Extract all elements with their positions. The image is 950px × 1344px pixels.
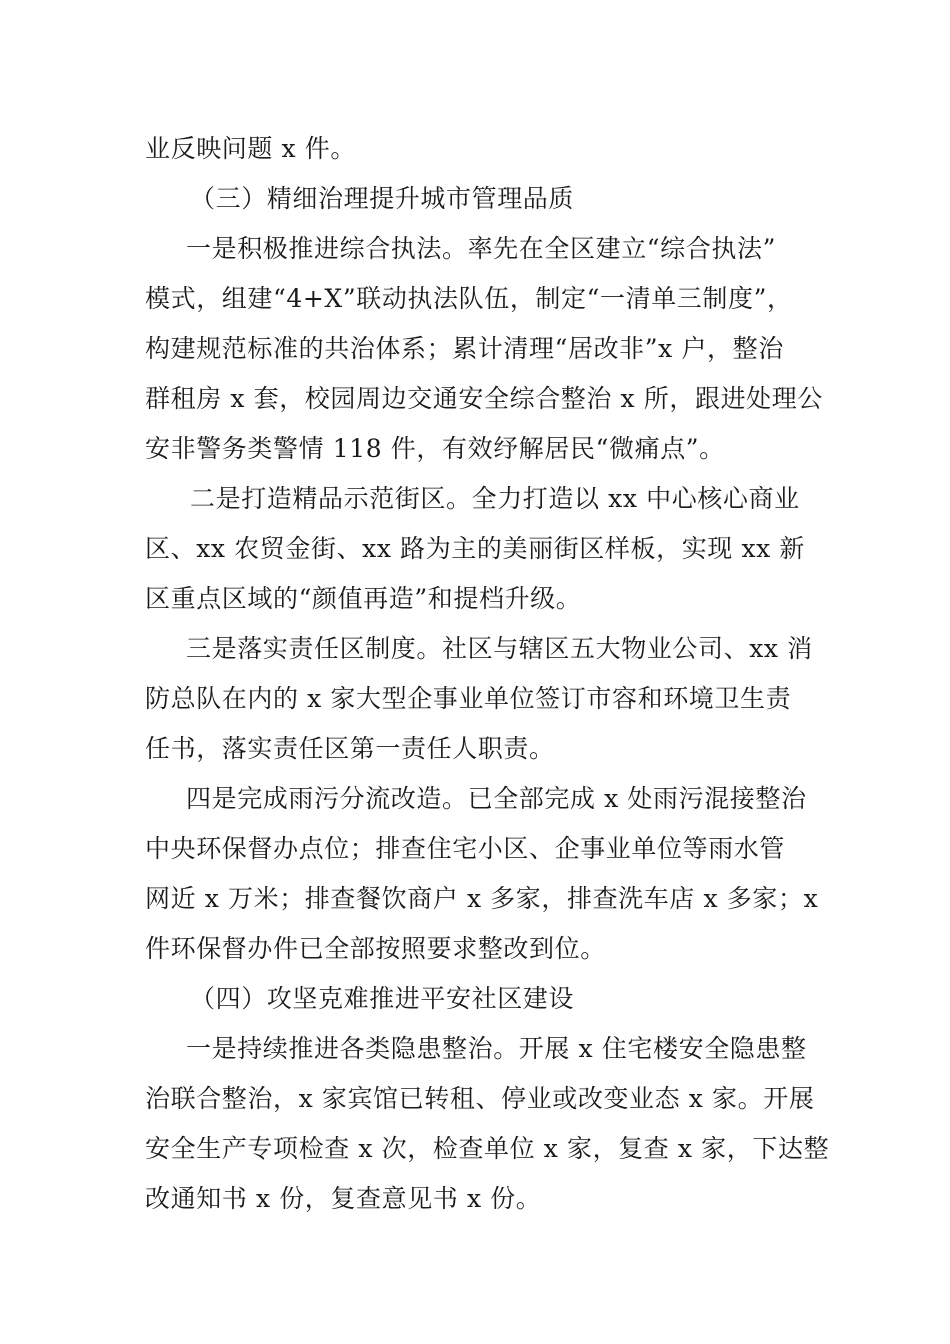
paragraph-line: 业反映问题 x 件。 bbox=[145, 134, 356, 163]
paragraph-line: 四是完成雨污分流改造。已全部完成 x 处雨污混接整治 bbox=[186, 784, 807, 813]
paragraph-line: 构建规范标准的共治体系；累计清理“居改非”x 户，整治 bbox=[145, 334, 784, 363]
paragraph-line: 治联合整治，x 家宾馆已转租、停业或改变业态 x 家。开展 bbox=[145, 1084, 815, 1113]
paragraph-line: 模式，组建“4+X”联动执法队伍，制定“一清单三制度”， bbox=[145, 284, 793, 313]
paragraph-line: 区重点区域的“颜值再造”和提档升级。 bbox=[145, 584, 582, 613]
paragraph-line: 区、xx 农贸金街、xx 路为主的美丽街区样板，实现 xx 新 bbox=[145, 534, 805, 563]
section-heading: （四）攻坚克难推进平安社区建设 bbox=[190, 984, 575, 1013]
paragraph-line: 防总队在内的 x 家大型企事业单位签订市容和环境卫生责 bbox=[145, 684, 792, 713]
paragraph-line: 件环保督办件已全部按照要求整改到位。 bbox=[145, 934, 606, 963]
section-heading: （三）精细治理提升城市管理品质 bbox=[190, 184, 575, 213]
paragraph-line: 二是打造精品示范街区。全力打造以 xx 中心核心商业 bbox=[190, 484, 800, 513]
paragraph-line: 任书，落实责任区第一责任人职责。 bbox=[145, 734, 555, 763]
paragraph-line: 群租房 x 套，校园周边交通安全综合整治 x 所，跟进处理公 bbox=[145, 384, 823, 413]
paragraph-line: 安全生产专项检查 x 次，检查单位 x 家，复查 x 家，下达整 bbox=[145, 1134, 830, 1163]
paragraph-line: 中央环保督办点位；排查住宅小区、企事业单位等雨水管 bbox=[145, 834, 786, 863]
paragraph-line: 一是持续推进各类隐患整治。开展 x 住宅楼安全隐患整 bbox=[186, 1034, 807, 1063]
paragraph-line: 安非警务类警情 118 件，有效纾解居民“微痛点”。 bbox=[145, 434, 725, 463]
paragraph-line: 网近 x 万米；排查餐饮商户 x 多家，排查洗车店 x 多家；x bbox=[145, 884, 819, 913]
paragraph-line: 一是积极推进综合执法。率先在全区建立“综合执法” bbox=[186, 234, 776, 263]
paragraph-line: 三是落实责任区制度。社区与辖区五大物业公司、xx 消 bbox=[186, 634, 813, 663]
paragraph-line: 改通知书 x 份，复查意见书 x 份。 bbox=[145, 1184, 542, 1213]
